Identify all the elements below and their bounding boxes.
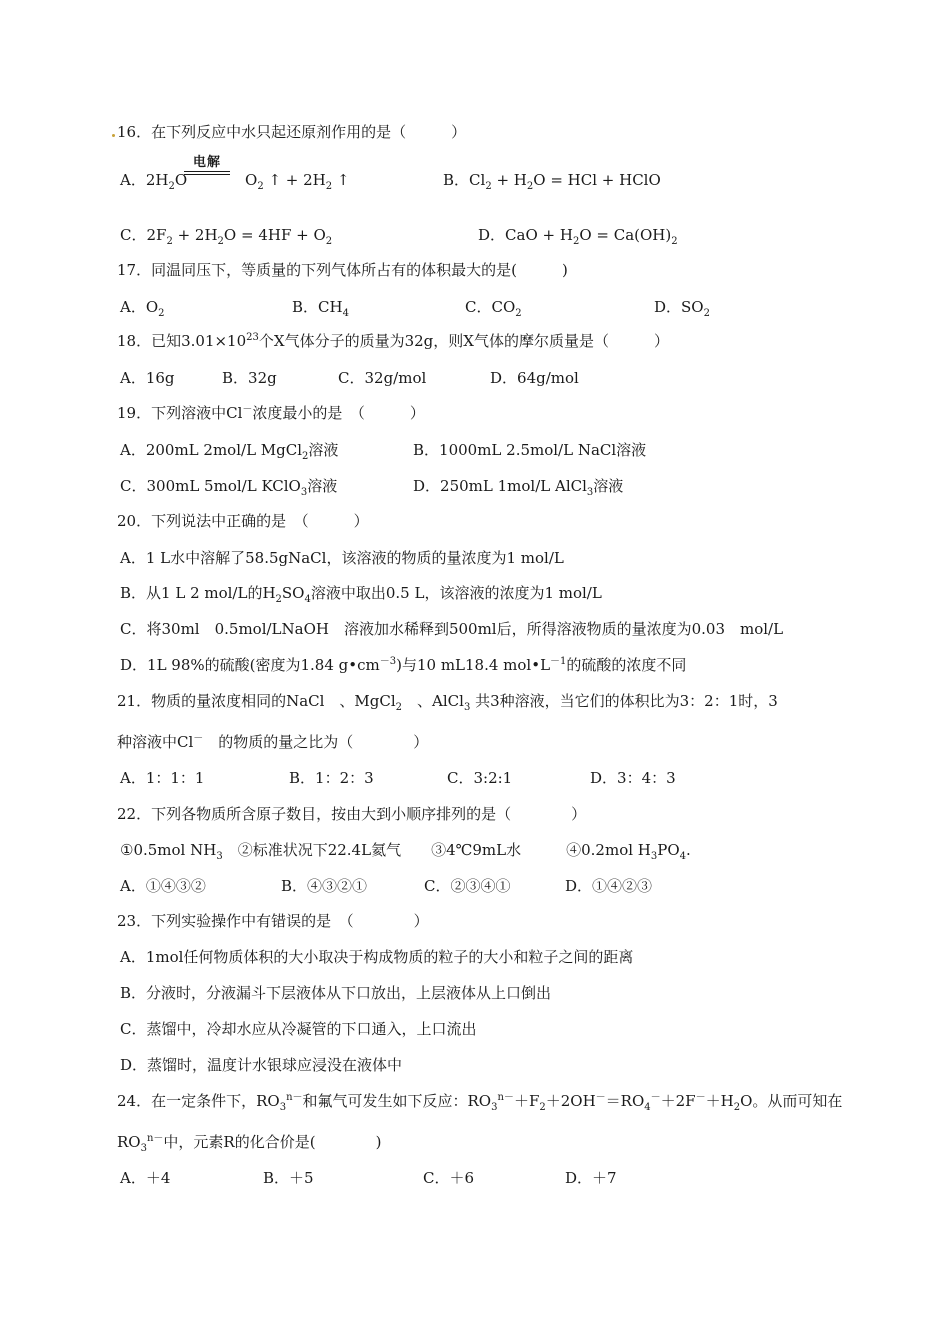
- q17-option-d: D．$SO_2$: [654, 298, 710, 319]
- margin-dot: [112, 134, 115, 137]
- q22-items: ①0.5mol $NH_3$ ②标准状况下22.4L氦气 ③4℃9mL水 ④0.2mol $H_3PO_4$.: [120, 841, 691, 862]
- q22-option-b: B．④③②①: [281, 877, 368, 895]
- q24-stem-line1: 24．在一定条件下，$RO_3^{n-}$和氟气可发生如下反应：$RO_3^{n-}+F_2+2OH^-=RO_4^-+2F^-+H_2O$。从而可知在: [117, 1092, 843, 1113]
- q21-option-d: D．3：4：3: [590, 769, 676, 787]
- q17-option-b: B．$CH_4$: [292, 298, 349, 319]
- q19-option-b: B．1000mL 2.5mol/L NaCl溶液: [413, 441, 647, 459]
- q23-option-a: A．1mol任何物质体积的大小取决于构成物质的粒子的大小和粒子之间的距离: [120, 948, 634, 966]
- q18-option-d: D．64g/mol: [490, 369, 579, 387]
- q21-option-b: B．1：2：3: [289, 769, 374, 787]
- q20-option-b: B．从1 L 2 mol/L的$H_2SO_4$溶液中取出0.5 L，该溶液的浓度为1 mol/L: [120, 584, 602, 605]
- q24-option-a: A．＋4: [120, 1169, 171, 1187]
- electrolysis-condition: 电解: [184, 156, 230, 175]
- q19-option-a: A．200mL 2mol/L MgCl$_2$溶液: [120, 441, 339, 462]
- q16-option-d: D．CaO + $H_2O = Ca(OH)_2$: [478, 226, 678, 247]
- q19-option-c: C．300mL 5mol/L KClO$_3$溶液: [120, 477, 338, 498]
- q24-option-b: B．＋5: [263, 1169, 314, 1187]
- q22-stem: 22．下列各物质所含原子数目，按由大到小顺序排列的是（ ）: [117, 805, 587, 823]
- q17-stem: 17．同温同压下，等质量的下列气体所占有的体积最大的是( ): [117, 261, 568, 279]
- q18-option-b: B．32g: [222, 369, 277, 387]
- q16-option-a-products: $O_2$ ↑ + $2H_2$ ↑: [245, 171, 350, 192]
- q24-option-d: D．＋7: [565, 1169, 617, 1187]
- q24-option-c: C．＋6: [423, 1169, 475, 1187]
- q18-stem: 18．已知$3.01\times 10^{23}$个X气体分子的质量为32g，则X气体的摩尔质量是（ ）: [117, 332, 669, 350]
- q23-option-b: B．分液时，分液漏斗下层液体从下口放出，上层液体从上口倒出: [120, 984, 552, 1002]
- q16-option-c: C．$2F_2 + 2H_2O = 4HF + O_2$: [120, 226, 333, 247]
- q20-option-a: A．1 L水中溶解了58.5gNaCl，该溶液的物质的量浓度为1 mol/L: [120, 549, 564, 567]
- q21-stem-line2: 种溶液中Cl－ 的物质的量之比为（ ）: [117, 733, 429, 751]
- q16-option-b: B．$Cl_2 + H_2O$ = HCl + HClO: [443, 171, 661, 192]
- q18-option-a: A．16g: [120, 369, 175, 387]
- q23-option-c: C．蒸馏中，冷却水应从冷凝管的下口通入，上口流出: [120, 1020, 477, 1038]
- q20-stem: 20．下列说法中正确的是 （ ）: [117, 512, 369, 530]
- q22-option-a: A．①④③②: [120, 877, 206, 895]
- q19-option-d: D．250mL 1mol/L AlCl$_3$溶液: [413, 477, 624, 498]
- q23-option-d: D．蒸馏时，温度计水银球应浸没在液体中: [120, 1056, 403, 1074]
- q24-stem-line2: $RO_3^{n-}$中，元素R的化合价是( ): [117, 1133, 382, 1154]
- q22-option-c: C．②③④①: [424, 877, 511, 895]
- q18-option-c: C．32g/mol: [338, 369, 427, 387]
- q19-stem: 19．下列溶液中Cl－浓度最小的是 （ ）: [117, 404, 425, 422]
- q17-option-a: A．$O_2$: [120, 298, 165, 319]
- q17-option-c: C．$CO_2$: [465, 298, 522, 319]
- q16-stem: 16．在下列反应中水只起还原剂作用的是（ ）: [117, 123, 467, 141]
- q23-stem: 23．下列实验操作中有错误的是 （ ）: [117, 912, 429, 930]
- q16-option-a: A．$2H_2O$: [120, 171, 188, 192]
- q20-option-d: D．1L 98%的硫酸(密度为1.84 $g•cm^{-3}$)与10 mL18.4 $mol•L^{-1}$的硫酸的浓度不同: [120, 656, 687, 674]
- q21-stem-line1: 21．物质的量浓度相同的NaCl 、MgCl$_2$ 、AlCl$_3$ 共3种溶液，当它们的体积比为3：2：1时，3: [117, 692, 778, 713]
- q22-option-d: D．①④②③: [565, 877, 653, 895]
- q21-option-c: C．3:2:1: [447, 769, 513, 787]
- q20-option-c: C．将30ml 0.5mol/LNaOH 溶液加水稀释到500ml后，所得溶液物质的量浓度为0.03 mol/L: [120, 620, 784, 638]
- q21-option-a: A．1：1：1: [120, 769, 205, 787]
